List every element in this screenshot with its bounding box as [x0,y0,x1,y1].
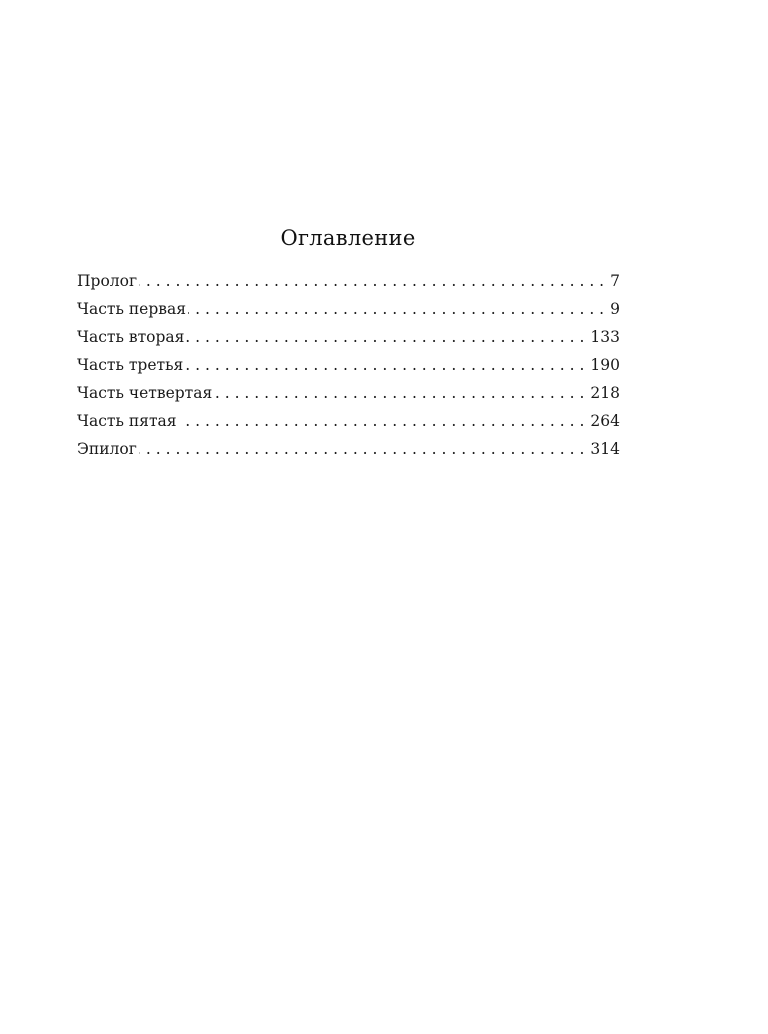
dot-leader [214,379,584,407]
toc-entry-part-3 [77,351,620,379]
dot-leader [139,435,585,463]
dot-leader [188,295,604,323]
dot-leader [186,323,584,351]
toc-entry-label: Часть пятая [77,412,177,430]
toc-entry-page: 7 [610,272,620,290]
toc-entry-part-5 [77,407,620,435]
toc-entry-page: 133 [590,328,620,346]
toc-entry-page: 190 [590,356,620,374]
toc-entry-part-1 [77,295,620,323]
toc-entry-label: Часть четвертая [77,384,213,402]
toc-entry-part-4 [77,379,620,407]
toc-entry-page: 314 [590,440,620,458]
toc-entry-page: 9 [610,300,620,318]
toc-entry-label: Часть третья [77,356,184,374]
dot-leader [185,351,584,379]
dot-leader [179,407,585,435]
toc-entry-prologue [77,267,620,295]
toc-entry-label: Часть первая [77,300,187,318]
dot-leader [139,267,604,295]
toc-entry-page: 218 [590,384,620,402]
toc-title: Оглавление [280,226,416,250]
toc-entry-label: Часть вторая [77,328,185,346]
toc-entry-page: 264 [590,412,620,430]
toc-entry-part-2 [77,323,620,351]
toc-entry-label: Пролог [77,272,138,290]
toc-entry-epilogue [77,435,620,463]
toc-entry-label: Эпилог [77,440,137,458]
table-of-contents [77,267,620,463]
